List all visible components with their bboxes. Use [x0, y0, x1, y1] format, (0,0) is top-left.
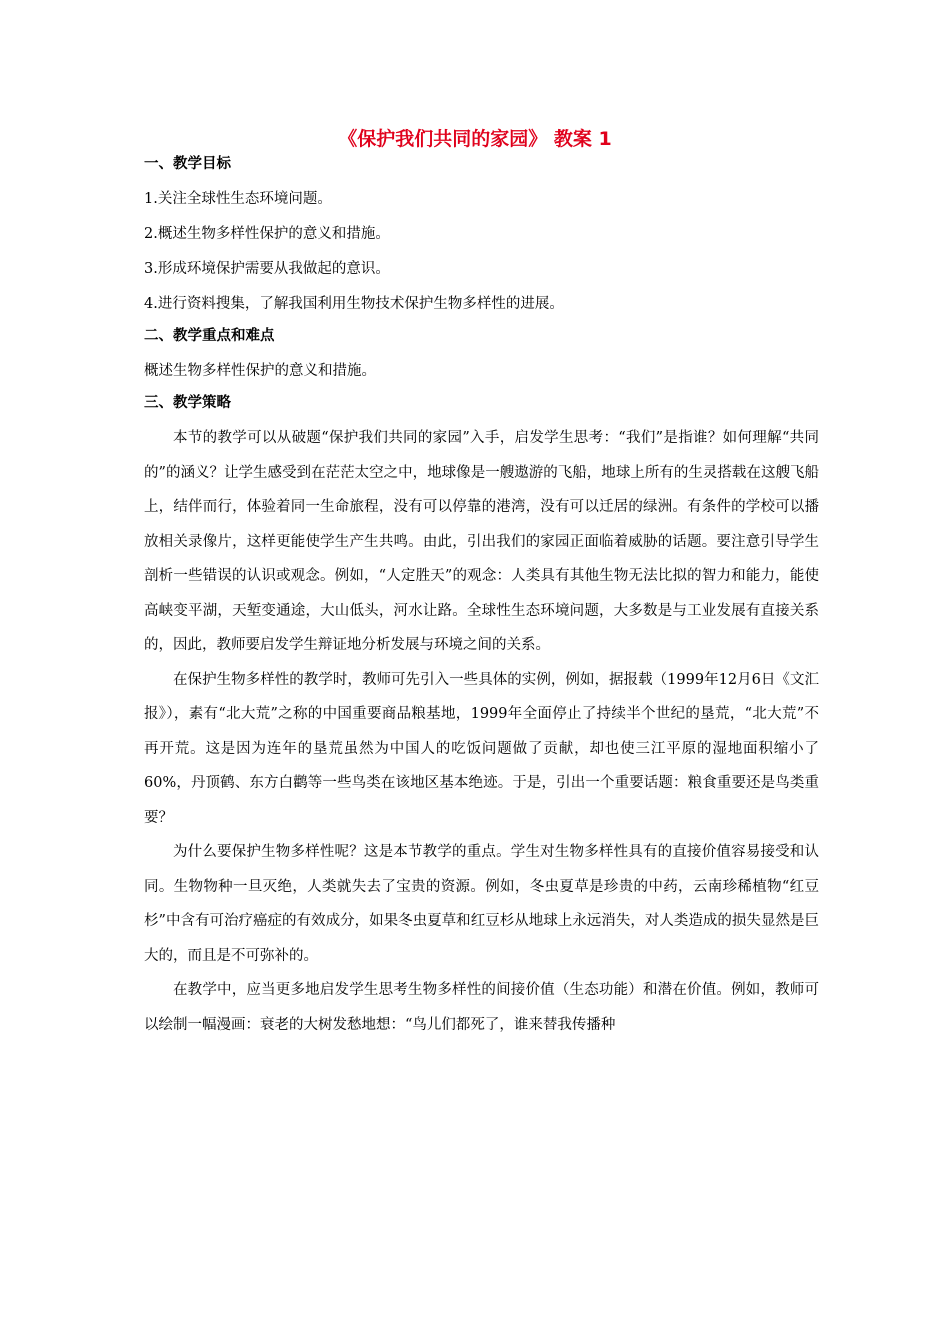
section-heading: 一、教学目标: [144, 156, 231, 172]
body-paragraph: 在教学中，应当更多地启发学生思考生物多样性的间接价值（生态功能）和潜在价值。例如，教师可以绘制一幅漫画：衰老的大树发愁地想：“鸟儿们都死了，谁来替我传播种: [144, 982, 819, 1033]
list-item: 3.形成环境保护需要从我做起的意识。: [144, 261, 390, 277]
section-heading: 二、教学重点和难点: [144, 328, 275, 344]
list-item: 概述生物多样性保护的意义和措施。: [144, 363, 376, 379]
body-paragraph: 在保护生物多样性的教学时，教师可先引入一些具体的实例，例如，据报载（1999年12月6日《文汇报》），素有“北大荒”之称的中国重要商品粮基地，1999年全面停止了持续半个世纪的垦荒，“北大荒”不再开荒。这是因为连年的垦荒虽然为中国人的吃饭问题做了贡献，却也使三江平原的湿地面积缩小了60%，丹顶鹤、东方白鹳等一些鸟类在该地区基本绝迹。于是，引出一个重要话题：粮食重要还是鸟类重要？: [144, 671, 819, 826]
section-teaching-goals: [144, 150, 819, 322]
body-paragraph: 为什么要保护生物多样性呢？这是本节教学的重点。学生对生物多样性具有的直接价值容易接受和认同。生物物种一旦灭绝，人类就失去了宝贵的资源。例如，冬虫夏草是珍贵的中药，云南珍稀植物“红豆杉”中含有可治疗癌症的有效成分，如果冬虫夏草和红豆杉从地球上永远消失，对人类造成的损失显然是巨大的，而且是不可弥补的。: [144, 844, 819, 964]
document-body: [144, 150, 819, 1042]
list-item: 2.概述生物多样性保护的意义和措施。: [144, 226, 390, 242]
list-item: 1.关注全球性生态环境问题。: [144, 191, 332, 207]
document-title: 《保护我们共同的家园》 教案 1: [338, 128, 612, 150]
section-heading: 三、教学策略: [144, 395, 231, 411]
section-key-points: [144, 322, 819, 389]
body-paragraph: 本节的教学可以从破题“保护我们共同的家园”入手，启发学生思考：“我们”是指谁？如何理解“共同的”的涵义？让学生感受到在茫茫太空之中，地球像是一艘遨游的飞船，地球上所有的生灵搭载在这艘飞船上，结伴而行，体验着同一生命旅程，没有可以停靠的港湾，没有可以迁居的绿洲。有条件的学校可以播放相关录像片，这样更能使学生产生共鸣。由此，引出我们的家园正面临着威胁的话题。要注意引导学生剖析一些错误的认识或观念。例如，“人定胜天”的观念：人类具有其他生物无法比拟的智力和能力，能使高峡变平湖，天堑变通途，大山低头，河水让路。全球性生态环境问题，大多数是与工业发展有直接关系的，因此，教师要启发学生辩证地分析发展与环境之间的关系。: [144, 430, 819, 653]
section-teaching-strategy: [144, 389, 819, 1042]
list-item: 4.进行资料搜集，了解我国利用生物技术保护生物多样性的进展。: [144, 296, 564, 312]
